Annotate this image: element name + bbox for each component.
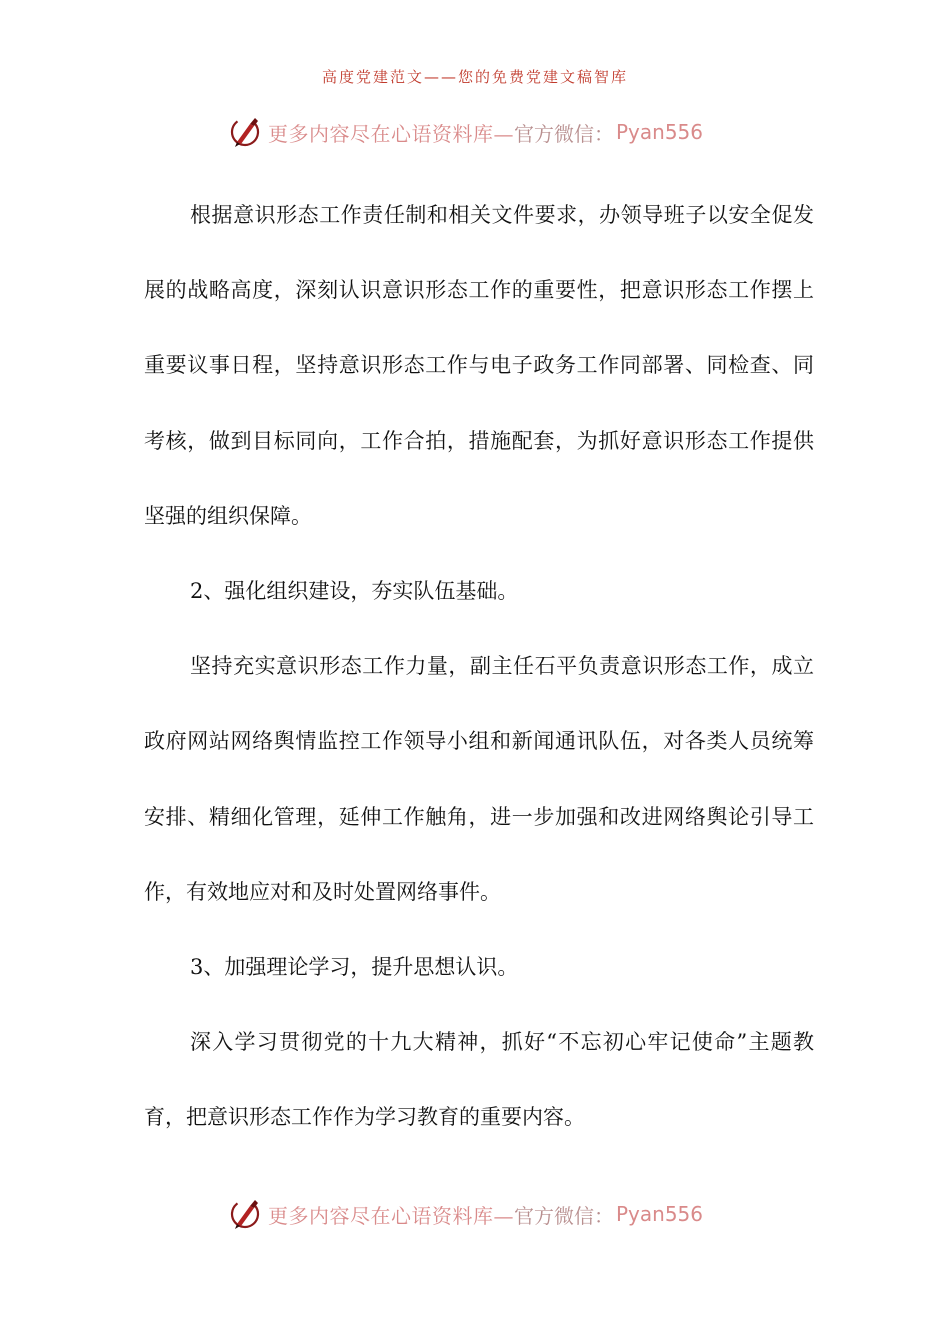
banner-text: 更多内容尽在心语资料库— — [268, 121, 514, 146]
pen-logo-icon — [228, 1196, 264, 1232]
banner-wechat-id: Pyan556 — [616, 1202, 704, 1226]
section-heading: 3、加强理论学习，提升思想认识。 — [190, 955, 519, 980]
promo-banner-top — [228, 114, 703, 150]
banner-text: 更多内容尽在心语资料库— — [268, 1203, 514, 1228]
paragraph: 根据意识形态工作责任制和相关文件要求，办领导班子以安全促发展的战略高度，深刻认识意识形态工作的重要性，把意识形态工作摆上重要议事日程，坚持意识形态工作与电子政务工作同部署、同检查、同考核，做到目标同向，工作合拍，措施配套，为抓好意识形态工作提供坚强的组织保障。 — [144, 203, 814, 528]
page-header-title: 高度党建范文——您的免费党建文稿智库 — [321, 68, 628, 86]
pen-logo-icon — [228, 114, 264, 150]
document-body — [144, 178, 814, 1156]
promo-banner-bottom — [228, 1196, 703, 1232]
paragraph: 深入学习贯彻党的十九大精神，抓好“不忘初心牢记使命”主题教育，把意识形态工作作为学习教育的重要内容。 — [144, 1030, 814, 1130]
banner-wechat-id: Pyan556 — [616, 120, 704, 144]
banner-wechat-label: 官方微信： — [514, 121, 614, 146]
banner-wechat-label: 官方微信： — [514, 1203, 614, 1228]
section-heading: 2、强化组织建设，夯实队伍基础。 — [190, 579, 519, 604]
paragraph: 坚持充实意识形态工作力量，副主任石平负责意识形态工作，成立政府网站网络舆情监控工作领导小组和新闻通讯队伍，对各类人员统筹安排、精细化管理，延伸工作触角，进一步加强和改进网络舆论引导工作，有效地应对和及时处置网络事件。 — [144, 654, 814, 904]
